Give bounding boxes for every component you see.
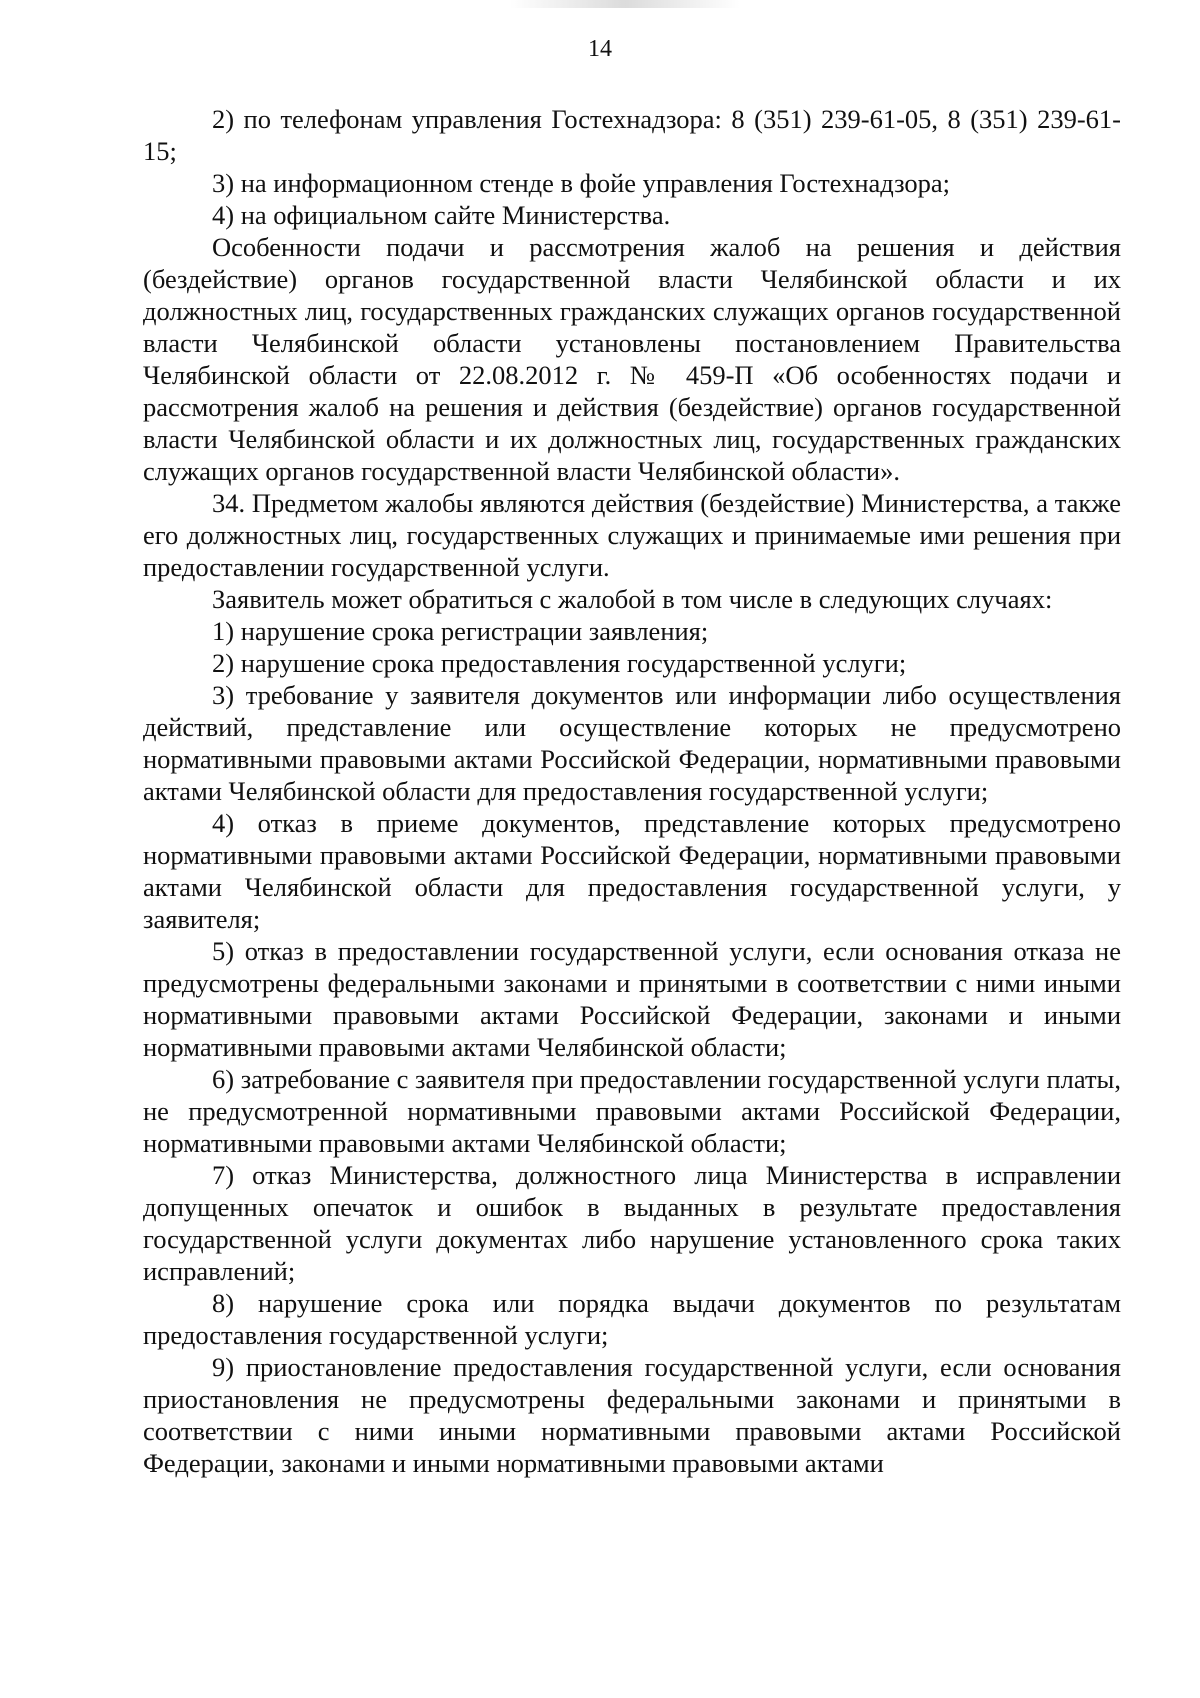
paragraph: 9) приостановление предоставления государственной услуги, если основания приостановления не предусмотрены федеральными законами и принятыми в соответствии с ними иными нормативными правовыми актами Российской Федерации, законами и иными нормативными правовыми актами [143, 1352, 1121, 1478]
page-number: 14 [588, 36, 612, 62]
paragraph: 34. Предметом жалобы являются действия (бездействие) Министерства, а также его должностных лиц, государственных служащих и принимаемые ими решения при предоставлении государственной услуги. [143, 488, 1121, 582]
paragraph: 3) на информационном стенде в фойе управления Гостехнадзора; [212, 168, 951, 198]
paragraph: 6) затребование с заявителя при предоставлении государственной услуги платы, не предусмотренной нормативными правовыми актами Российской Федерации, нормативными правовыми актами Челябинской области; [143, 1064, 1121, 1158]
scan-artifact [510, 0, 740, 8]
paragraph: 8) нарушение срока или порядка выдачи документов по результатам предоставления государственной услуги; [143, 1288, 1121, 1350]
paragraph: 5) отказ в предоставлении государственной услуги, если основания отказа не предусмотрены федеральными законами и принятыми в соответствии с ними иными нормативными правовыми актами Российской Федерации, законами и иными нормативными правовыми актами Челябинской области; [143, 936, 1121, 1062]
paragraph: 4) отказ в приеме документов, представление которых предусмотрено нормативными правовыми актами Российской Федерации, нормативными правовыми актами Челябинской области для предоставления государственной услуги, у заявителя; [143, 808, 1121, 934]
paragraph: 1) нарушение срока регистрации заявления; [212, 616, 709, 646]
paragraph: Особенности подачи и рассмотрения жалоб на решения и действия (бездействие) органов государственной власти Челябинской области и их должностных лиц, государственных гражданских служащих органов государственной власти Челябинской области установлены постановлением Правительства Челябинской области от 22.08.2012 г. № 459-П «Об особенностях подачи и рассмотрения жалоб на решения и действия (бездействие) органов государственной власти Челябинской области и их должностных лиц, государственных гражданских служащих органов государственной власти Челябинской области». [143, 232, 1121, 486]
paragraph: 2) по телефонам управления Гостехнадзора: 8 (351) 239-61-05, 8 (351) 239-61-15; [143, 104, 1121, 166]
paragraph: 3) требование у заявителя документов или информации либо осуществления действий, представление или осуществление которых не предусмотрено нормативными правовыми актами Российской Федерации, нормативными правовыми актами Челябинской области для предоставления государственной услуги; [143, 680, 1121, 806]
paragraph: 2) нарушение срока предоставления государственной услуги; [212, 648, 907, 678]
paragraph: 4) на официальном сайте Министерства. [212, 200, 671, 230]
paragraph: 7) отказ Министерства, должностного лица Министерства в исправлении допущенных опечаток и ошибок в выданных в результате предоставления государственной услуги документах либо нарушение установленного срока таких исправлений; [143, 1160, 1121, 1286]
document-body [143, 103, 1121, 1479]
paragraph: Заявитель может обратиться с жалобой в том числе в следующих случаях: [212, 584, 1053, 614]
